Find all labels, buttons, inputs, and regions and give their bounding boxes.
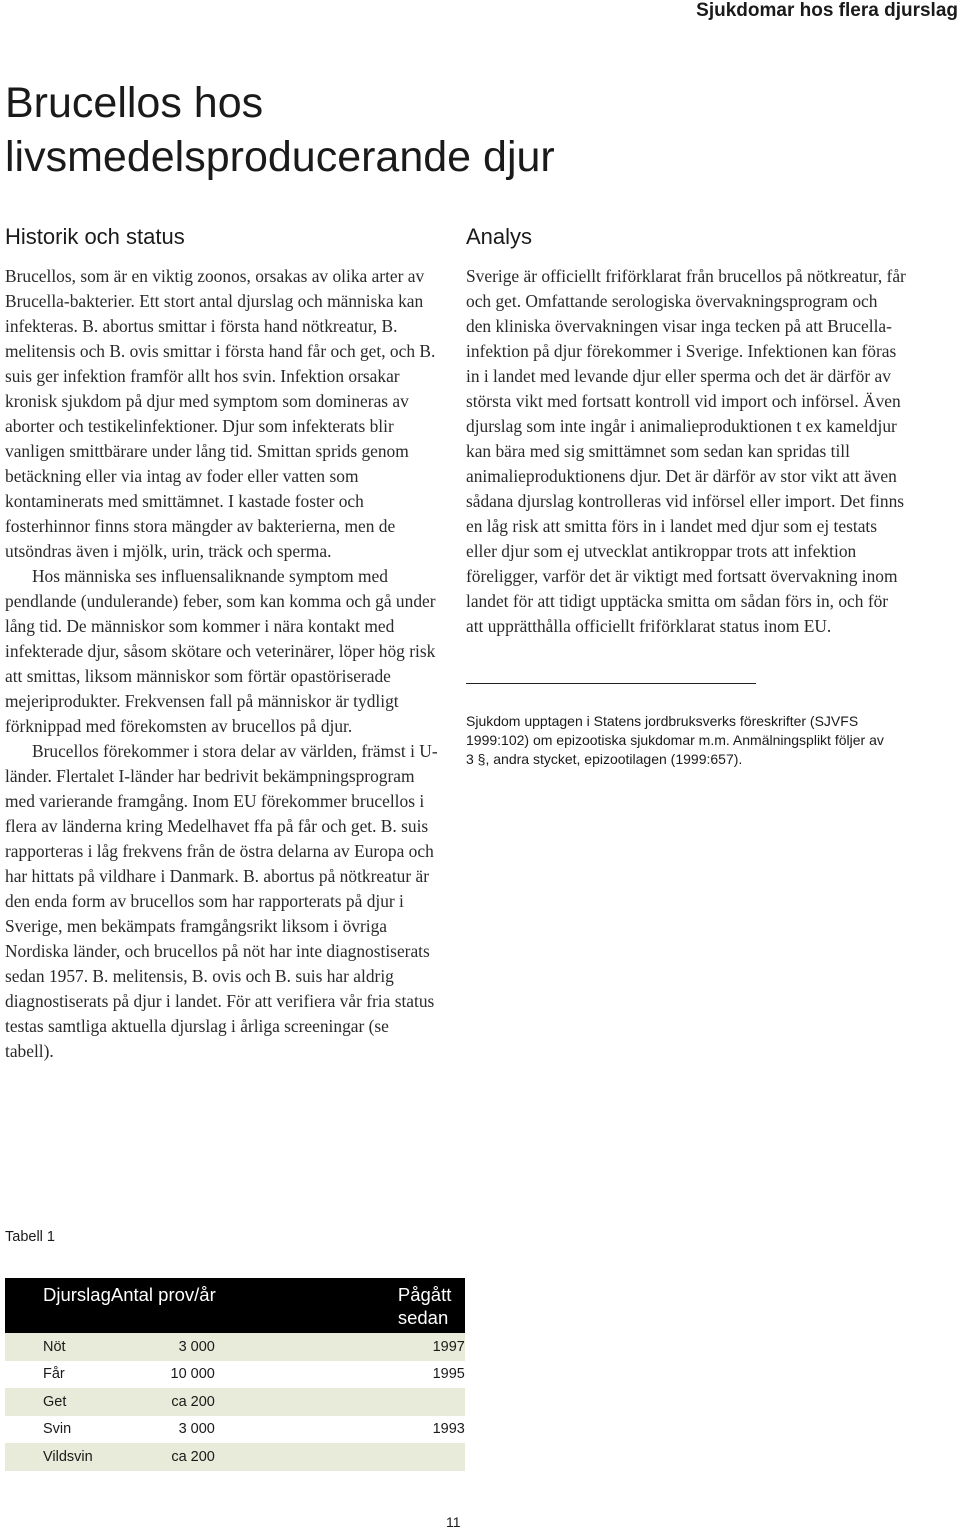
history-paragraph-3: Brucellos förekommer i stora delar av världen, främst i U-länder. Flertalet I-länder har bedrivit bekämpningsprogram med varierande framgång. Inom EU förekommer brucellos i flera av länderna kring Medelhavet ffa på får och get. B. suis rapporteras i låg frekvens från de östra delarna av Europa och har hittats på vildhare i Danmark. B. abortus på nötkreatur är den enda form av brucellos som har rapporterats på djur i Sverige, men bekämpats framgångsrikt liksom i övriga Nordiska länder, och brucellos på nöt har inte diagnostiserats sedan 1957. B. melitensis, B. ovis och B. suis har aldrig diagnostiserats på djur i landet. För att verifiera vår fria status testas samtliga aktuella djurslag i årliga screeningar (se tabell).	[5, 741, 438, 1061]
cell-samples-value: ca 200	[171, 1393, 215, 1410]
history-paragraph-2: Hos människa ses influensaliknande symptom med pendlande (undulerande) feber, som kan komma och gå under lång tid. De människor som kommer i nära kontakt med infekterade djur, såsom skötare och veterinärer, löper hög risk att smittas, liksom människor som förtär opastöriserade mejeriprodukter. Frekvensen fall på människor är tydligt förknippad med förekomsten av brucellos på djur.	[5, 566, 436, 736]
history-section	[5, 222, 442, 1064]
cell-animal: Svin	[43, 1421, 72, 1438]
cell-samples	[111, 1443, 398, 1471]
history-body	[5, 264, 442, 1064]
cell-animal: Get	[5, 1388, 111, 1416]
cell-samples	[111, 1333, 398, 1361]
cell-samples-value: 3 000	[178, 1421, 215, 1438]
table-row	[5, 1333, 465, 1361]
column-header-since: Pågått sedan	[398, 1278, 465, 1333]
cell-animal: Får	[43, 1366, 65, 1383]
column-header-samples: Antal prov/år	[111, 1278, 398, 1333]
cell-since-value: 1995	[432, 1366, 465, 1383]
cell-samples-value: 3 000	[178, 1338, 215, 1355]
column-header-animal: Djurslag	[5, 1278, 111, 1333]
running-header: Sjukdomar hos flera djurslag	[696, 0, 958, 21]
analysis-heading: Analys	[466, 224, 533, 249]
cell-since-value: 1997	[432, 1338, 465, 1355]
table-row	[5, 1443, 465, 1471]
cell-since	[398, 1388, 465, 1416]
cell-samples	[111, 1388, 398, 1416]
cell-since	[398, 1416, 465, 1444]
cell-animal: Nöt	[5, 1333, 111, 1361]
analysis-section	[466, 222, 906, 769]
cell-samples	[111, 1416, 398, 1444]
cell-samples-value: 10 000	[170, 1366, 215, 1383]
history-heading: Historik och status	[5, 224, 185, 249]
table-row	[5, 1416, 465, 1444]
table-caption: Tabell 1	[5, 1229, 55, 1245]
cell-since	[398, 1443, 465, 1471]
cell-since	[398, 1333, 465, 1361]
regulation-footnote: Sjukdom upptagen i Statens jordbruksverks föreskrifter (SJVFS 1999:102) om epizootiska sjukdomar m.m. Anmälningsplikt följer av 3 §, andra stycket, epizootilagen (1999:657).	[466, 713, 884, 767]
page-title-line-2: livsmedelsproducerande djur	[5, 133, 555, 181]
history-paragraph-1: Brucellos, som är en viktig zoonos, orsakas av olika arter av Brucella-bakterier. Ett stort antal djurslag och människa kan infekteras. B. abortus smittar i första hand nötkreatur, B. melitensis och B. ovis smittar i första hand får och get, och B. suis ger infektion framför allt hos svin. Infektion orsakar kronisk sjukdom på djur med symptom som domineras av aborter och testikelinfektioner. Djur som infekterats blir vanligen smittbärare under lång tid. Smittan sprids genom betäckning eller via intag av foder eller vatten som kontaminerats med smittämnet. I kastade foster och fosterhinnor finns stora mängder av bakterierna, men de utsöndras även i mjölk, urin, träck och sperma.	[5, 266, 436, 561]
cell-since	[398, 1361, 465, 1389]
page-number: 11	[446, 1514, 461, 1530]
analysis-paragraph: Sverige är officiellt friförklarat från brucellos på nötkreatur, får och get. Omfattande serologiska övervakningsprogram och den kliniska övervakningen visar inga tecken på att Brucella-infektion på djur förekommer i Sverige. Infektionen kan föras in i landet med levande djur eller sperma och det är därför av största vikt med fortsatt kontroll vid import och införsel. Även djurslag som inte ingår i animalieproduktionen t ex kameldjur kan bära med sig smittämnet som sedan kan spridas till animalieproduktionens djur. Det är därför av stor vikt att även sådana djurslag kontrolleras vid införsel eller import. Det finns en låg risk att smitta förs in i landet med djur som ej testats eller djur som ej utvecklat antikroppar trots att infektion föreligger, varför det är viktigt med fortsatt övervakning inom landet för att tidigt upptäcka smitta om sådan förs in, och för att upprätthålla officiellt friförklarat status inom EU.	[466, 266, 906, 636]
cell-since-value: 1993	[432, 1421, 465, 1438]
page-title-line-1: Brucellos hos	[5, 79, 264, 127]
table-row	[5, 1361, 465, 1389]
screening-table	[5, 1278, 465, 1471]
cell-animal: Vildsvin	[5, 1443, 111, 1471]
cell-samples-value: ca 200	[171, 1448, 215, 1465]
page-title	[5, 76, 705, 184]
table-row	[5, 1388, 465, 1416]
cell-samples	[111, 1361, 398, 1389]
analysis-body	[466, 264, 906, 639]
table-header-row	[5, 1278, 465, 1333]
footnote-divider	[466, 683, 756, 684]
